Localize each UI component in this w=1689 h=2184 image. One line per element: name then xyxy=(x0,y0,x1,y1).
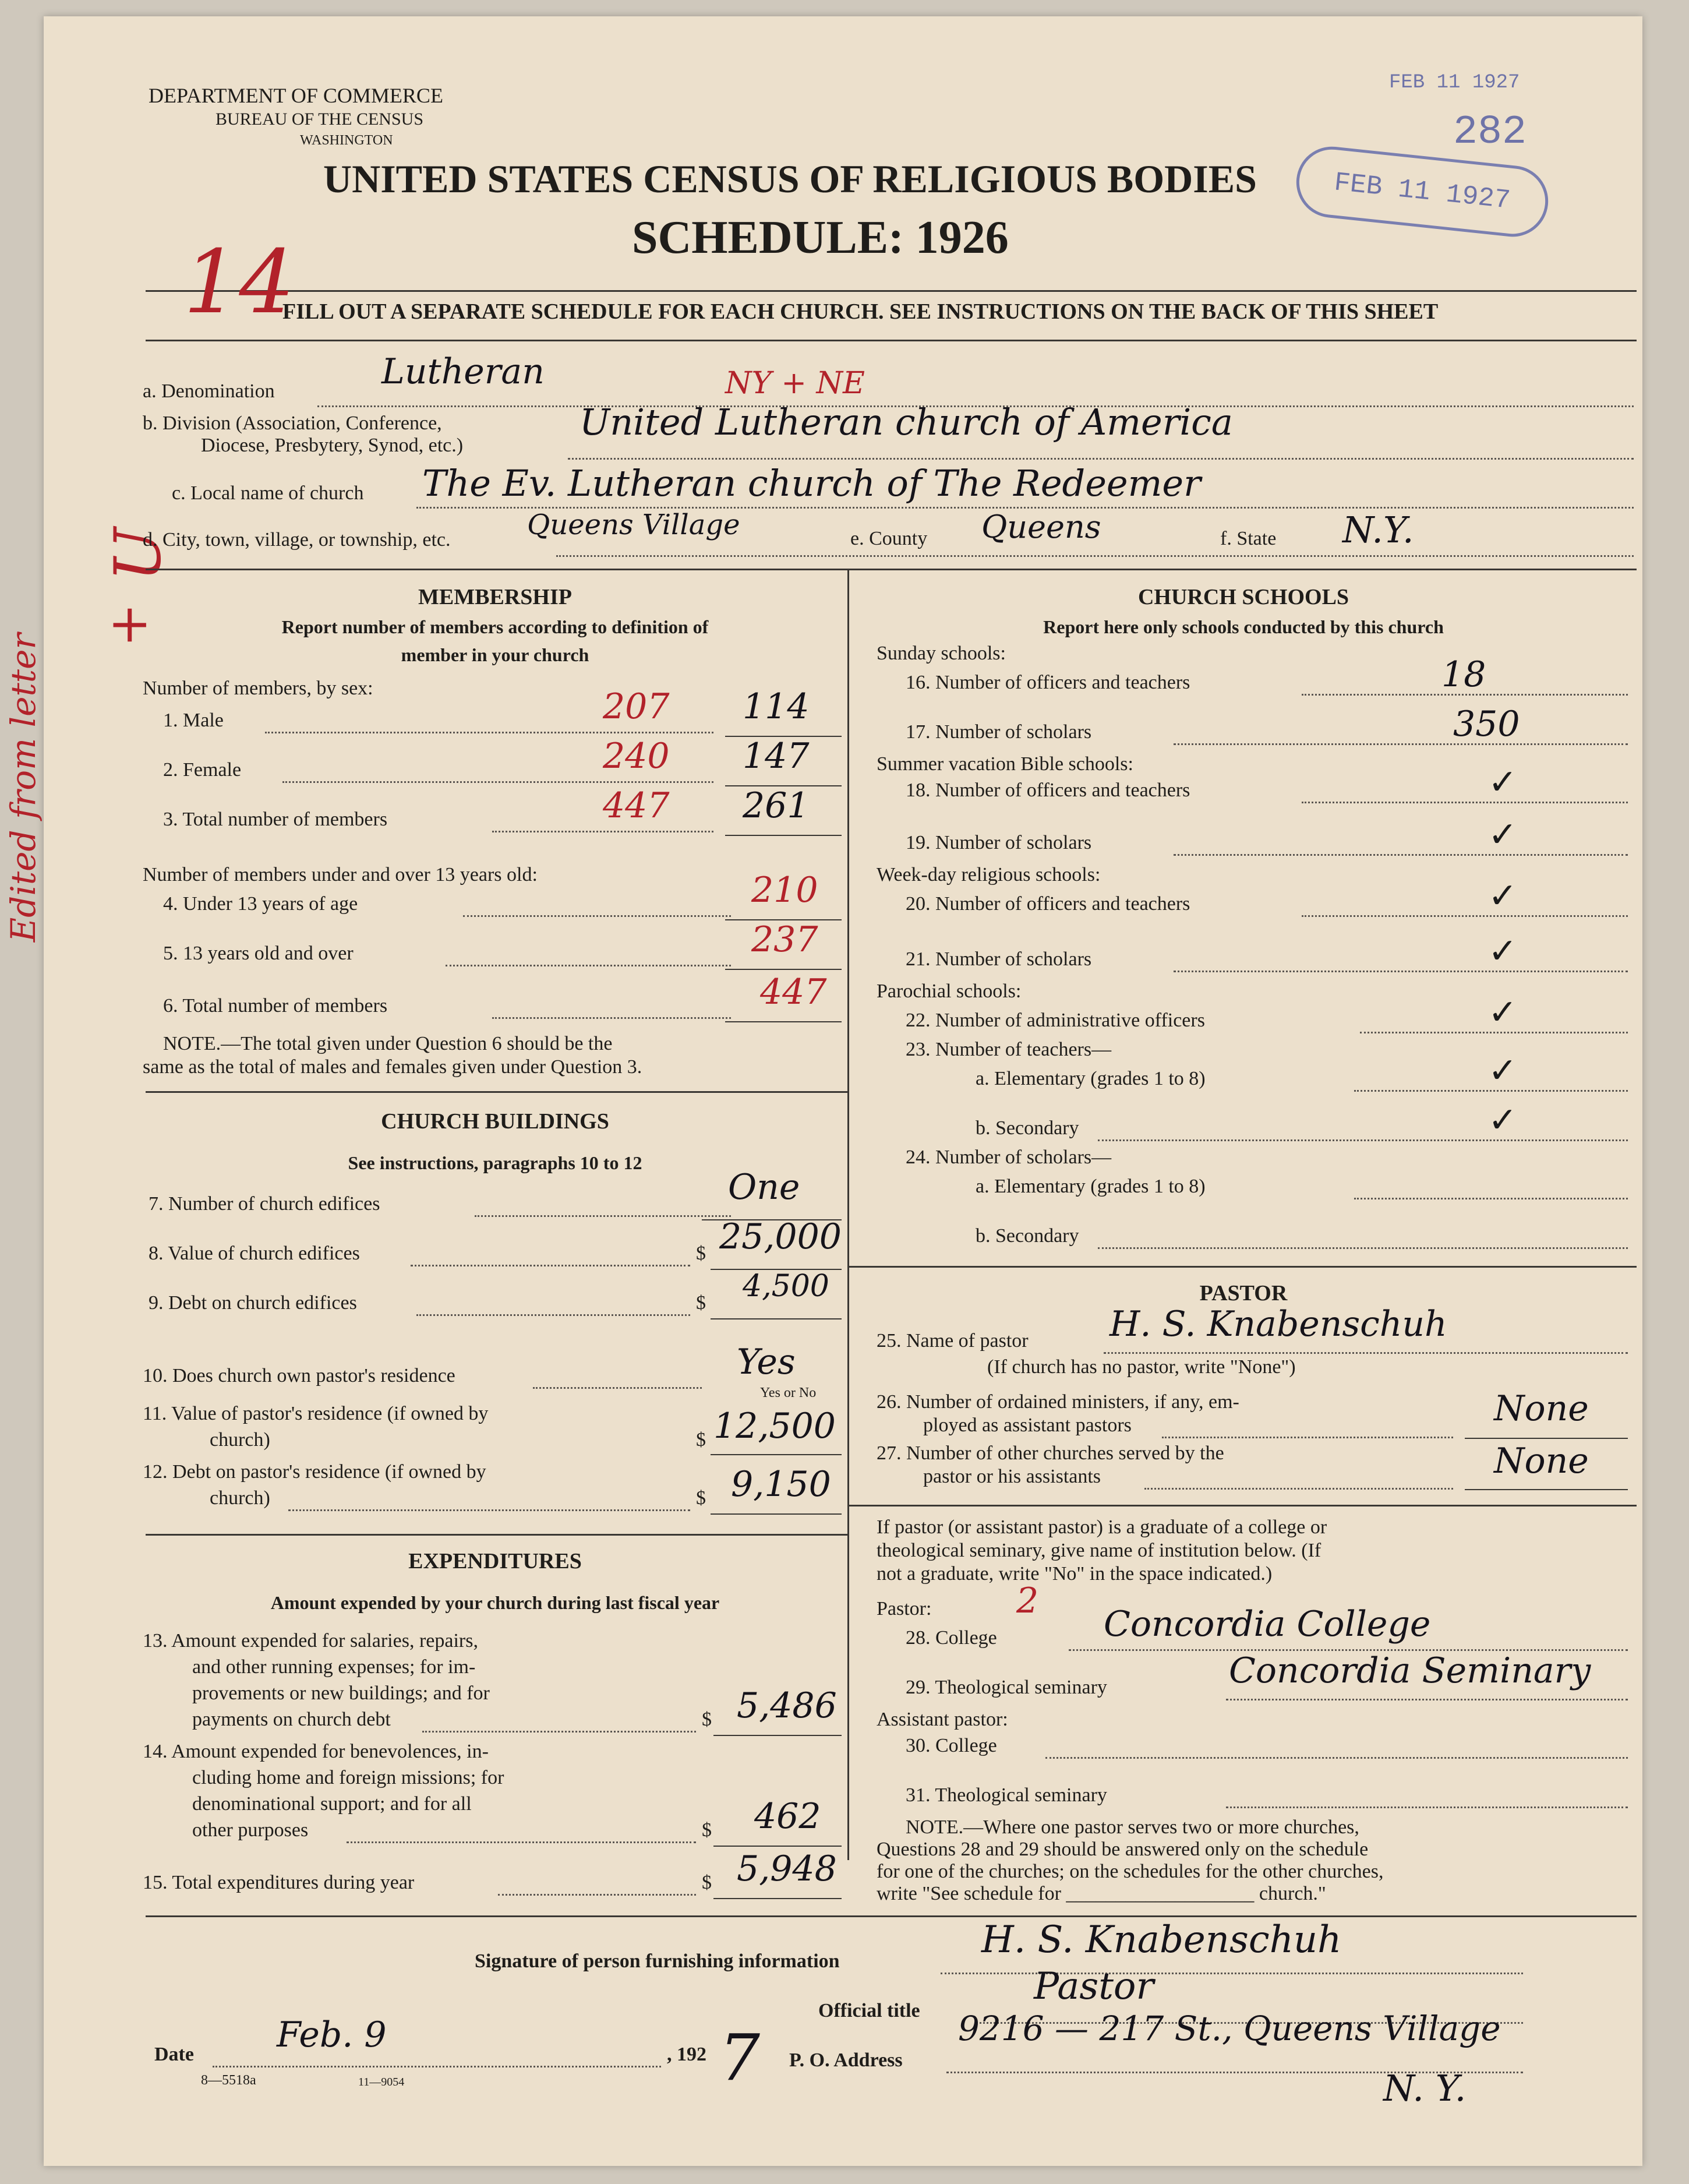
dept-line: DEPARTMENT OF COMMERCE xyxy=(149,84,443,107)
q25-hint: (If church has no pastor, write "None") xyxy=(987,1356,1296,1378)
instruction-line: FILL OUT A SEPARATE SCHEDULE FOR EACH CHURCH. SEE INSTRUCTIONS ON THE BACK OF THIS SHEET xyxy=(282,299,1439,324)
q4-value: 210 xyxy=(751,870,818,911)
q8-dollar: $ xyxy=(696,1243,706,1264)
bureau-line: BUREAU OF THE CENSUS xyxy=(215,110,423,129)
q18-checkmark: ✓ xyxy=(1488,762,1518,803)
q9-dollar: $ xyxy=(696,1292,706,1314)
q26-label-1: 26. Number of ordained ministers, if any, em- xyxy=(877,1391,1239,1413)
denomination-label: a. Denomination xyxy=(143,380,275,402)
official-title-label: Official title xyxy=(818,2000,920,2021)
received-stamp: FEB 11 1927 xyxy=(1293,143,1552,241)
q22-label: 22. Number of administrative officers xyxy=(906,1010,1205,1031)
signature-label: Signature of person furnishing information xyxy=(475,1950,840,1972)
q28-value: Concordia College xyxy=(1104,1604,1431,1645)
q24a-label: a. Elementary (grades 1 to 8) xyxy=(976,1176,1206,1197)
grad-text-3: not a graduate, write "No" in the space indicated.) xyxy=(877,1563,1273,1585)
q14-dollar: $ xyxy=(702,1819,712,1841)
division-value: United Lutheran church of America xyxy=(580,401,1233,443)
q14-label-4: other purposes xyxy=(192,1819,309,1841)
q13-label-2: and other running expenses; for im- xyxy=(192,1656,476,1678)
form-title: UNITED STATES CENSUS OF RELIGIOUS BODIES xyxy=(323,157,1257,201)
instruction-rule xyxy=(146,340,1637,341)
q10-label: 10. Does church own pastor's residence xyxy=(143,1365,455,1386)
q18-label: 18. Number of officers and teachers xyxy=(906,779,1190,801)
denomination-value: Lutheran xyxy=(381,351,545,392)
q12-label-1: 12. Debt on pastor's residence (if owned by xyxy=(143,1461,486,1483)
q23a-label: a. Elementary (grades 1 to 8) xyxy=(976,1068,1206,1089)
year-digit: 7 xyxy=(719,2020,760,2095)
q11-label-2: church) xyxy=(210,1429,270,1451)
q6-value: 447 xyxy=(760,972,827,1012)
q8-label: 8. Value of church edifices xyxy=(149,1243,360,1264)
q5-value: 237 xyxy=(751,919,818,960)
form-number: 8—5518a xyxy=(201,2073,256,2088)
column-divider xyxy=(847,570,849,1860)
red-count-note: 14 xyxy=(183,232,295,333)
address-label: P. O. Address xyxy=(789,2049,903,2071)
q9-label: 9. Debt on church edifices xyxy=(149,1292,357,1314)
q24-label: 24. Number of scholars— xyxy=(906,1146,1112,1168)
q1-label: 1. Male xyxy=(163,710,224,731)
q10-hint: Yes or No xyxy=(760,1385,817,1400)
date-value: Feb. 9 xyxy=(277,2014,387,2055)
header-rule xyxy=(146,290,1637,292)
division-label: b. Division (Association, Conference, xyxy=(143,412,442,434)
q3-red-value: 447 xyxy=(603,785,670,826)
q9-value: 4,500 xyxy=(743,1269,829,1304)
q7-label: 7. Number of church edifices xyxy=(149,1193,380,1215)
summer-header: Summer vacation Bible schools: xyxy=(877,753,1133,775)
top-date-stamp: FEB 11 1927 xyxy=(1389,72,1520,94)
q10-value: Yes xyxy=(737,1342,796,1382)
schedule-title: SCHEDULE: 1926 xyxy=(632,212,1009,263)
membership-sub-2: member in your church xyxy=(401,644,589,665)
pastor-sub-label: Pastor: xyxy=(877,1598,932,1620)
q17-label: 17. Number of scholars xyxy=(906,721,1092,743)
q13-label-3: provements or new buildings; and for xyxy=(192,1682,490,1704)
q25-label: 25. Name of pastor xyxy=(877,1330,1029,1352)
q1-value: 114 xyxy=(743,686,810,727)
q13-label-1: 13. Amount expended for salaries, repairs, xyxy=(143,1630,478,1652)
q15-value: 5,948 xyxy=(737,1848,837,1889)
q27-label-1: 27. Number of other churches served by the xyxy=(877,1442,1224,1464)
q24b-label: b. Secondary xyxy=(976,1225,1079,1247)
city-value: Queens Village xyxy=(527,509,740,541)
membership-note-1: NOTE.—The total given under Question 6 should be the xyxy=(163,1033,613,1054)
q16-value: 18 xyxy=(1441,654,1486,695)
pastor-note-4: write "See schedule for ___________________ church." xyxy=(877,1883,1326,1904)
q14-label-1: 14. Amount expended for benevolences, in- xyxy=(143,1741,489,1762)
q27-value: None xyxy=(1494,1441,1589,1481)
city-label: d. City, town, village, or township, etc. xyxy=(143,529,451,551)
red-division-note: NY + NE xyxy=(725,366,865,401)
q13-value: 5,486 xyxy=(737,1685,837,1726)
q16-label: 16. Number of officers and teachers xyxy=(906,672,1190,693)
county-label: e. County xyxy=(850,528,928,549)
q19-checkmark: ✓ xyxy=(1488,814,1518,855)
q20-label: 20. Number of officers and teachers xyxy=(906,893,1190,915)
address-value-2: N. Y. xyxy=(1383,2067,1467,2109)
schedule-number-stamp: 282 xyxy=(1453,110,1527,156)
q29-label: 29. Theological seminary xyxy=(906,1677,1107,1698)
local-name-value: The Ev. Lutheran church of The Redeemer xyxy=(422,462,1201,504)
q11-label-1: 11. Value of pastor's residence (if owned by xyxy=(143,1403,489,1424)
address-value: 9216 — 217 St., Queens Village xyxy=(958,2009,1501,2048)
pastor-note-3: for one of the churches; on the schedules for the other churches, xyxy=(877,1861,1384,1882)
footer-rule xyxy=(146,1915,1637,1917)
print-number: 11—9054 xyxy=(358,2076,405,2088)
margin-u: U xyxy=(100,527,175,582)
q22-checkmark: ✓ xyxy=(1488,992,1518,1033)
pastor-title: PASTOR xyxy=(1199,1281,1288,1306)
q23a-checkmark: ✓ xyxy=(1488,1050,1518,1091)
q11-dollar: $ xyxy=(696,1429,706,1451)
state-label: f. State xyxy=(1220,528,1277,549)
buildings-title: CHURCH BUILDINGS xyxy=(381,1109,609,1134)
q30-label: 30. College xyxy=(906,1735,997,1756)
sunday-header: Sunday schools: xyxy=(877,643,1006,664)
q23b-label: b. Secondary xyxy=(976,1117,1079,1139)
q12-value: 9,150 xyxy=(731,1464,831,1505)
membership-sub-1: Report number of members according to definition of xyxy=(281,616,709,637)
grad-text-2: theological seminary, give name of institution below. (If xyxy=(877,1540,1321,1561)
q13-label-4: payments on church debt xyxy=(192,1709,391,1730)
q26-value: None xyxy=(1494,1388,1589,1429)
county-value: Queens xyxy=(981,509,1101,545)
q4-label: 4. Under 13 years of age xyxy=(163,893,358,915)
q28-label: 28. College xyxy=(906,1627,997,1649)
q3-label: 3. Total number of members xyxy=(163,809,388,830)
q12-dollar: $ xyxy=(696,1487,706,1509)
year-prefix: , 192 xyxy=(667,2044,706,2065)
parochial-header: Parochial schools: xyxy=(877,980,1022,1002)
q29-value: Concordia Seminary xyxy=(1229,1650,1591,1691)
q21-label: 21. Number of scholars xyxy=(906,948,1092,970)
assistant-sub-label: Assistant pastor: xyxy=(877,1709,1008,1730)
expenditures-sub: Amount expended by your church during last fiscal year xyxy=(270,1592,720,1613)
local-name-label: c. Local name of church xyxy=(172,482,364,504)
q2-value: 147 xyxy=(743,736,810,777)
census-form-sheet xyxy=(3,16,1642,2166)
q27-label-2: pastor or his assistants xyxy=(923,1466,1101,1487)
q12-label-2: church) xyxy=(210,1487,270,1509)
margin-plus: + xyxy=(108,593,152,654)
q15-label: 15. Total expenditures during year xyxy=(143,1872,415,1893)
grad-text-1: If pastor (or assistant pastor) is a graduate of a college or xyxy=(877,1516,1327,1538)
q8-value: 25,000 xyxy=(719,1216,842,1257)
by-sex-label: Number of members, by sex: xyxy=(143,678,373,699)
q6-label: 6. Total number of members xyxy=(163,995,388,1017)
membership-title: MEMBERSHIP xyxy=(418,585,572,609)
margin-note: Edited from letter xyxy=(3,633,44,943)
q25-value: H. S. Knabenschuh xyxy=(1109,1304,1447,1345)
city-line: WASHINGTON xyxy=(300,133,393,148)
q14-label-3: denominational support; and for all xyxy=(192,1793,472,1815)
q14-label-2: cluding home and foreign missions; for xyxy=(192,1767,504,1788)
q1-red-value: 207 xyxy=(603,686,670,727)
q23-label: 23. Number of teachers— xyxy=(906,1039,1112,1060)
membership-note-2: same as the total of males and females given under Question 3. xyxy=(143,1056,642,1078)
expenditures-title: EXPENDITURES xyxy=(408,1549,582,1573)
q19-label: 19. Number of scholars xyxy=(906,832,1092,853)
pastor-note-2: Questions 28 and 29 should be answered only on the schedule xyxy=(877,1839,1369,1860)
age-header: Number of members under and over 13 years old: xyxy=(143,864,538,885)
q13-dollar: $ xyxy=(702,1709,712,1730)
q14-value: 462 xyxy=(754,1796,821,1837)
q26-label-2: ployed as assistant pastors xyxy=(923,1414,1132,1436)
q31-label: 31. Theological seminary xyxy=(906,1784,1107,1806)
buildings-sub: See instructions, paragraphs 10 to 12 xyxy=(348,1152,642,1173)
q23b-checkmark: ✓ xyxy=(1488,1100,1518,1141)
date-label: Date xyxy=(154,2044,194,2065)
pastor-red-number: 2 xyxy=(1016,1580,1039,1621)
q2-red-value: 240 xyxy=(603,736,670,777)
q17-value: 350 xyxy=(1453,704,1520,745)
official-title-value: Pastor xyxy=(1034,1965,1154,2008)
q11-value: 12,500 xyxy=(713,1406,836,1446)
q21-checkmark: ✓ xyxy=(1488,931,1518,972)
pastor-note-1: NOTE.—Where one pastor serves two or more churches, xyxy=(906,1816,1359,1838)
division-label-2: Diocese, Presbytery, Synod, etc.) xyxy=(201,435,464,456)
q5-label: 5. 13 years old and over xyxy=(163,943,354,964)
q15-dollar: $ xyxy=(702,1872,712,1893)
schools-title: CHURCH SCHOOLS xyxy=(1137,585,1349,609)
q3-value: 261 xyxy=(743,785,810,826)
identity-rule xyxy=(146,569,1637,570)
signature-value: H. S. Knabenschuh xyxy=(981,1918,1342,1961)
state-value: N.Y. xyxy=(1342,509,1414,551)
q2-label: 2. Female xyxy=(163,759,242,781)
weekday-header: Week-day religious schools: xyxy=(877,864,1101,885)
q7-value: One xyxy=(728,1167,800,1208)
q20-checkmark: ✓ xyxy=(1488,876,1518,916)
schools-sub: Report here only schools conducted by this church xyxy=(1043,616,1444,637)
